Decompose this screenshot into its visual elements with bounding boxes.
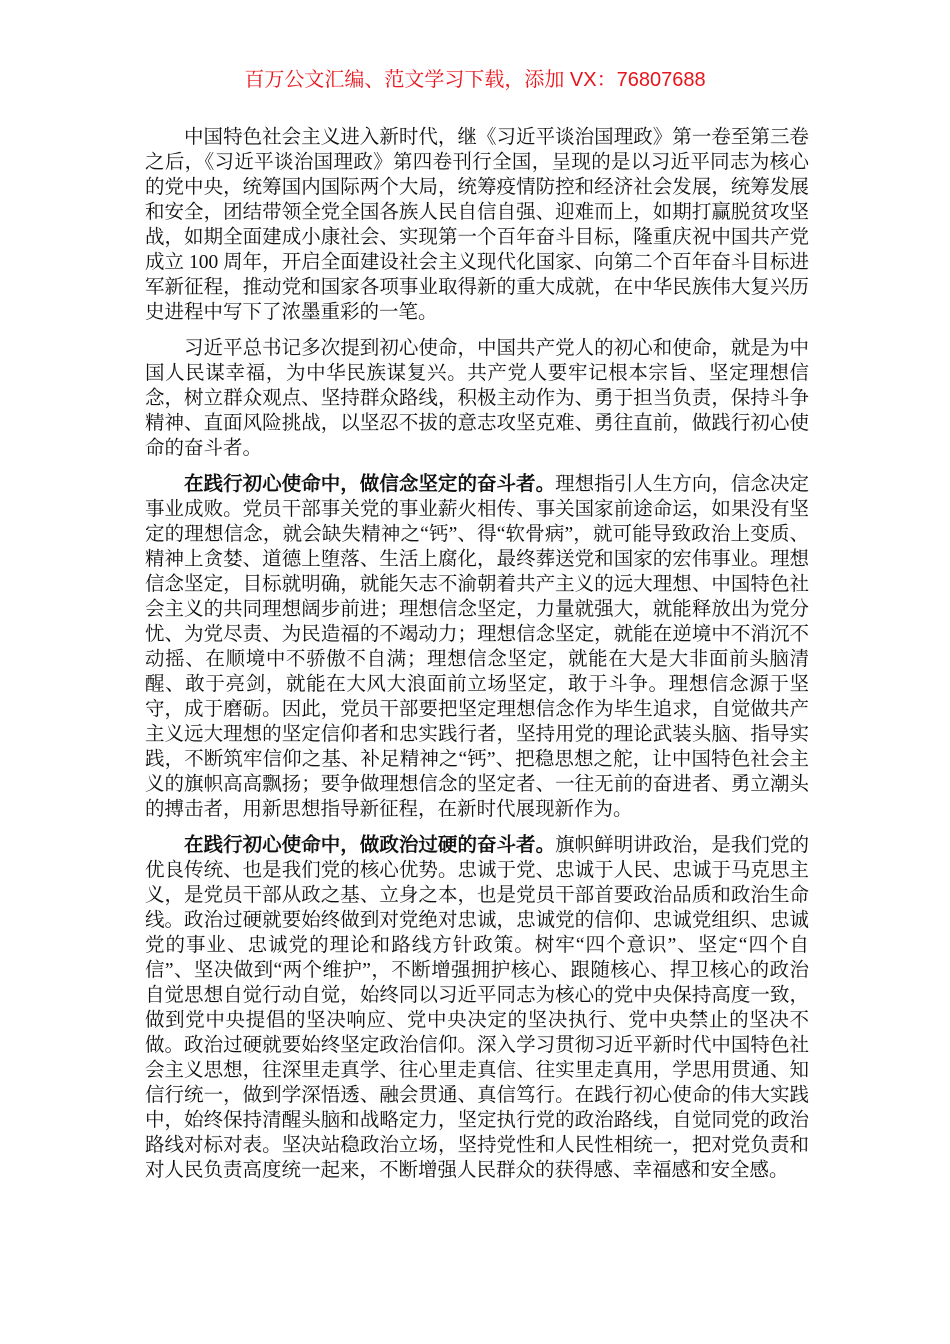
paragraph-text: 旗帜鲜明讲政治，是我们党的优良传统、也是我们党的核心优势。忠诚于党、忠诚于人民、忠诚于马克思主义，是党员干部从政之基、立身之本，也是党员干部首要政治品质和政治生命线。政治过硬就要始终做到对党绝对忠诚，忠诚党的信仰、忠诚党组织、忠诚党的事业、忠诚党的理论和路线方针政策。树牢“四个意识”、坚定“四个自信”、坚决做到“两个维护”，不断增强拥护核心、跟随核心、捍卫核心的政治自觉思想自觉行动自觉，始终同以习近平同志为核心的党中央保持高度一致，做到党中央提倡的坚决响应、党中央决定的坚决执行、党中央禁止的坚决不做。政治过硬就要始终坚定政治信仰。深入学习贯彻习近平新时代中国特色社会主义思想，往深里走真学、往心里走真信、往实里走真用，学思用贯通、知信行统一，做到学深悟透、融会贯通、真信笃行。在践行初心使命的伟大实践中，始终保持清醒头脑和战略定力，坚定执行党的政治路线，自觉同党的政治路线对标对表。坚决站稳政治立场，坚持党性和人民性相统一，把对党负责和对人民负责高度统一起来，不断增强人民群众的获得感、幸福感和安全感。 — [145, 835, 809, 1181]
paragraph-lead: 在践行初心使命中，做政治过硬的奋斗者。 — [184, 835, 556, 856]
paragraph-lead: 在践行初心使命中，做信念坚定的奋斗者。 — [184, 474, 556, 495]
watermark-header: 百万公文汇编、范文学习下载，添加 VX：76807688 — [244, 69, 706, 91]
paragraph-mission — [145, 336, 809, 461]
paragraph-political — [145, 833, 809, 1183]
paragraph-firm-belief — [145, 472, 809, 822]
paragraph-text: 习近平总书记多次提到初心使命，中国共产党人的初心和使命，就是为中国人民谋幸福，为中华民族谋复兴。共产党人要牢记根本宗旨、坚定理想信念，树立群众观点、坚持群众路线，积极主动作为、勇于担当负责，保持斗争精神、直面风险挑战，以坚忍不拔的意志攻坚克难、勇往直前，做践行初心使命的奋斗者。 — [145, 338, 809, 459]
paragraph-text: 中国特色社会主义进入新时代，继《习近平谈治国理政》第一卷至第三卷之后，《习近平谈治国理政》第四卷刊行全国，呈现的是以习近平同志为核心的党中央，统筹国内国际两个大局，统筹疫情防控和经济社会发展，统筹发展和安全，团结带领全党全国各族人民自信自强、迎难而上，如期打赢脱贫攻坚战，如期全面建成小康社会、实现第一个百年奋斗目标，隆重庆祝中国共产党成立 100 周年，开启全面建设社会主义现代化国家、向第二个百年奋斗目标进军新征程，推动党和国家各项事业取得新的重大成就，在中华民族伟大复兴历史进程中写下了浓墨重彩的一笔。 — [145, 127, 809, 323]
paragraph-text: 理想指引人生方向，信念决定事业成败。党员干部事关党的事业薪火相传、事关国家前途命运，如果没有坚定的理想信念，就会缺失精神之“钙”、得“软骨病”，就可能导致政治上变质、精神上贪婪、道德上堕落、生活上腐化，最终葬送党和国家的宏伟事业。理想信念坚定，目标就明确，就能矢志不渝朝着共产主义的远大理想、中国特色社会主义的共同理想阔步前进；理想信念坚定，力量就强大，就能释放出为党分忧、为党尽责、为民造福的不竭动力；理想信念坚定，就能在逆境中不消沉不动摇、在顺境中不骄傲不自满；理想信念坚定，就能在大是大非面前头脑清醒、敢于亮剑，就能在大风大浪面前立场坚定，敢于斗争。理想信念源于坚守，成于磨砺。因此，党员干部要把坚定理想信念作为毕生追求，自觉做共产主义远大理想的坚定信仰者和忠实践行者，坚持用党的理论武装头脑、指导实践，不断筑牢信仰之基、补足精神之“钙”、把稳思想之舵，让中国特色社会主义的旗帜高高飘扬；要争做理想信念的坚定者、一往无前的奋进者、勇立潮头的搏击者，用新思想指导新征程，在新时代展现新作为。 — [145, 474, 809, 820]
document-body — [145, 125, 809, 1194]
paragraph-intro — [145, 125, 809, 325]
